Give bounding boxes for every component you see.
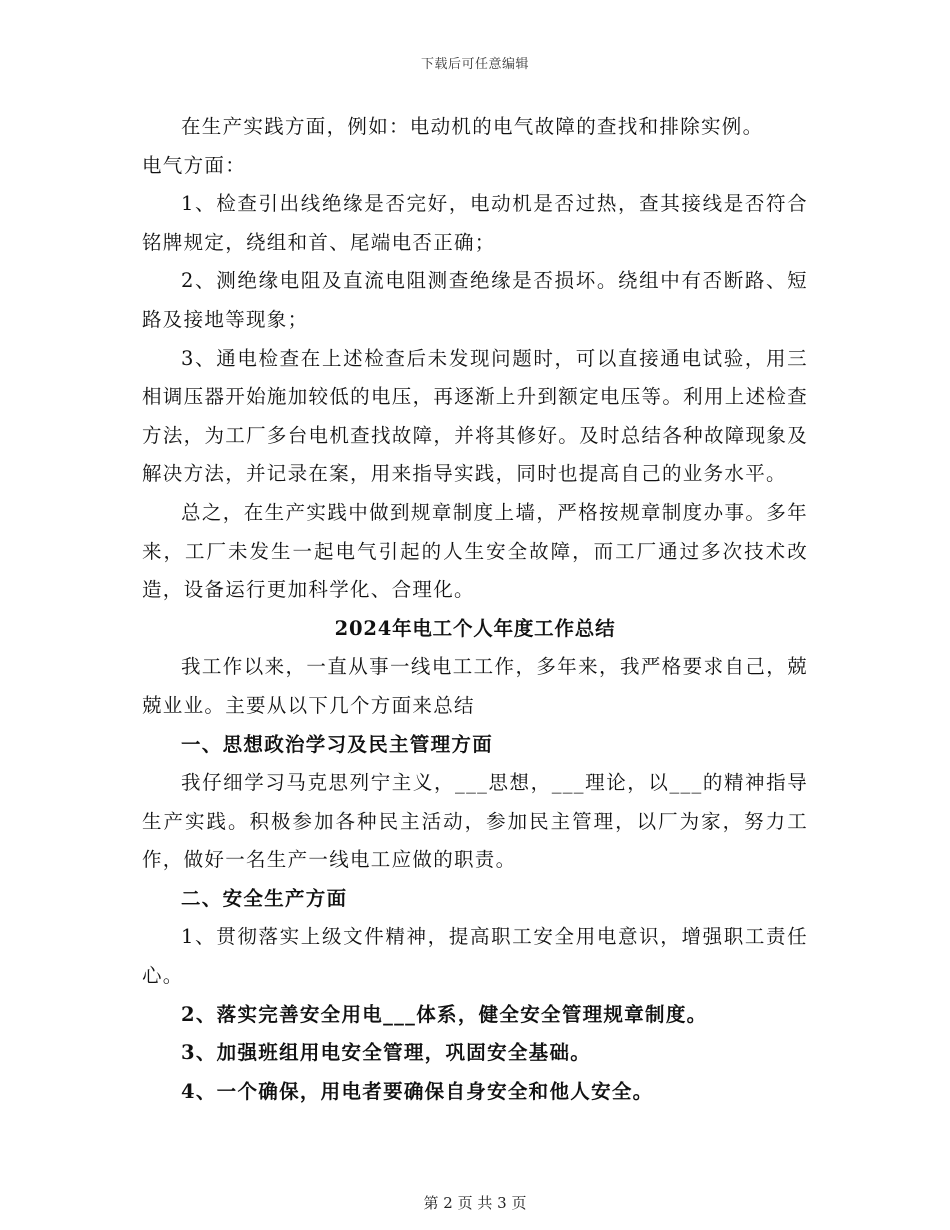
- paragraph-check-2: 2、测绝缘电阻及直流电阻测查绝缘是否损坏。绕组中有否断路、短路及接地等现象；: [142, 269, 808, 331]
- paragraph-safety-1: 1、贯彻落实上级文件精神，提高职工安全用电意识，增强职工责任心。: [142, 925, 808, 988]
- paragraph-intro: 在生产实践方面，例如：电动机的电气故障的查找和排除实例。: [181, 115, 764, 138]
- page-footer: 第 2 页 共 3 页: [423, 1194, 527, 1212]
- paragraph-safety-3: 3、加强班组用电安全管理，巩固安全基础。: [181, 1041, 592, 1065]
- paragraph-safety-4: 4、一个确保，用电者要确保自身安全和他人安全。: [181, 1079, 654, 1103]
- paragraph-summary: 总之，在生产实践中做到规章制度上墙，严格按规章制度办事。多年来，工厂未发生一起电气引起的人生安全故障，而工厂通过多次技术改造，设备运行更加科学化、合理化。: [142, 500, 808, 602]
- paragraph-safety-2: 2、落实完善安全用电___体系，健全安全管理规章制度。: [181, 1002, 708, 1026]
- section-heading-politics: 一、思想政治学习及民主管理方面: [181, 732, 494, 756]
- section-heading-safety: 二、安全生产方面: [181, 886, 348, 910]
- paragraph-electrical-label: 电气方面：: [142, 153, 247, 177]
- paragraph-opening: 我工作以来，一直从事一线电工工作，多年来，我严格要求自己，兢兢业业。主要从以下几个方面来总结: [142, 655, 808, 717]
- document-title: 2024年电工个人年度工作总结: [334, 616, 616, 640]
- paragraph-check-3: 3、通电检查在上述检查后未发现问题时，可以直接通电试验，用三相调压器开始施加较低的电压，再逐渐上升到额定电压等。利用上述检查方法，为工厂多台电机查找故障，并将其修好。及时总结各种故障现象及解决方法，并记录在案，用来指导实践，同时也提高自己的业务水平。: [142, 346, 808, 486]
- paragraph-politics: 我仔细学习马克思列宁主义，___思想，___理论，以___的精神指导生产实践。积极参加各种民主活动，参加民主管理，以厂为家，努力工作，做好一名生产一线电工应做的职责。: [142, 771, 808, 872]
- document-body: [142, 108, 808, 1111]
- paragraph-check-1: 1、检查引出线绝缘是否完好，电动机是否过热，查其接线是否符合铭牌规定，绕组和首、尾端电否正确；: [142, 192, 808, 254]
- page-header: 下载后可任意编辑: [420, 57, 529, 72]
